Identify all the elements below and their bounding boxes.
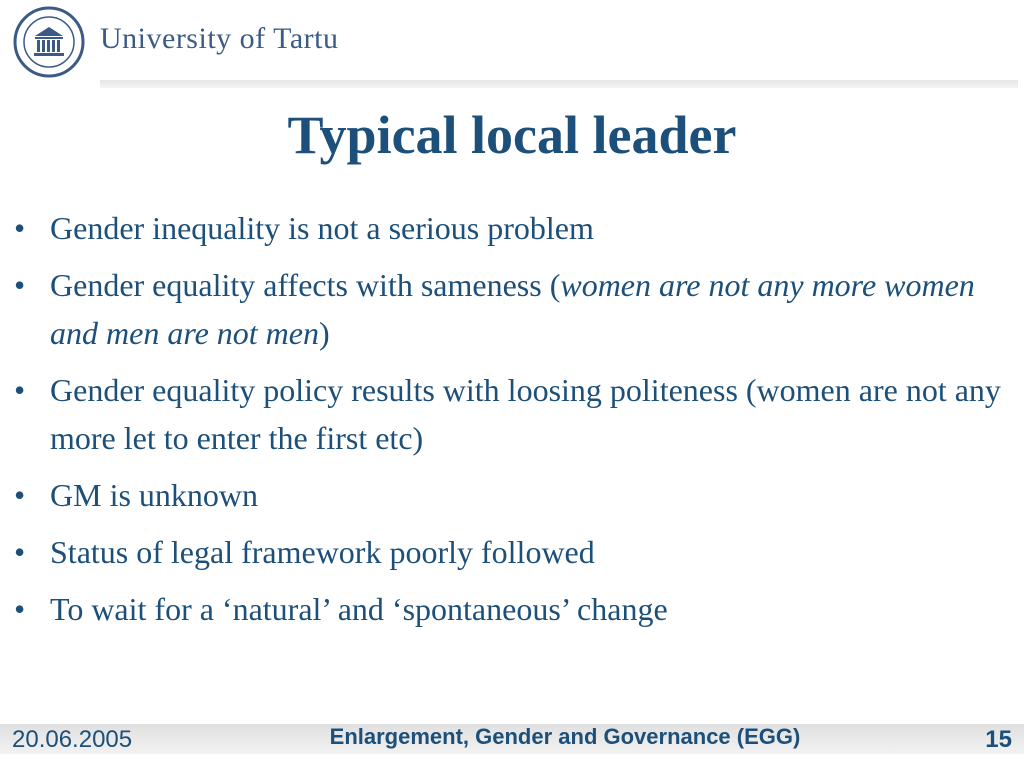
bullet-marker: • <box>14 372 26 408</box>
bullet-marker: • <box>14 267 26 303</box>
bullet-item <box>14 471 1014 519</box>
footer-presentation-title: Enlargement, Gender and Governance (EGG) <box>329 724 801 749</box>
bullet-text-closing: ) <box>318 315 330 351</box>
university-seal-icon <box>13 6 85 78</box>
slide-header <box>0 0 1024 90</box>
bullet-text: Gender equality policy results with loosing politeness (women are not any more let to enter the first etc) <box>50 372 1001 456</box>
bullet-list <box>14 204 1014 642</box>
university-name: University of Tartu <box>100 22 339 55</box>
bullet-text: Gender inequality is not a serious problem <box>50 210 594 246</box>
bullet-text: To wait for a ‘natural’ and ‘spontaneous’ change <box>50 591 668 627</box>
header-divider <box>100 80 1018 88</box>
slide-title: Typical local leader <box>287 105 737 165</box>
bullet-item <box>14 204 1014 252</box>
bullet-marker: • <box>14 210 26 246</box>
bullet-item <box>14 366 1014 462</box>
bullet-marker: • <box>14 477 26 513</box>
bullet-marker: • <box>14 591 26 627</box>
footer-date: 20.06.2005 <box>12 726 133 753</box>
bullet-text: Gender equality affects with sameness ( <box>50 267 561 303</box>
bullet-text: GM is unknown <box>50 477 259 513</box>
slide-number: 15 <box>985 726 1012 753</box>
bullet-item <box>14 585 1014 633</box>
bullet-text: Status of legal framework poorly followed <box>50 534 595 570</box>
bullet-italic-text: women are not any more women and men are not men <box>50 267 975 351</box>
bullet-marker: • <box>14 534 26 570</box>
bullet-item <box>14 528 1014 576</box>
bullet-item <box>14 261 1014 357</box>
